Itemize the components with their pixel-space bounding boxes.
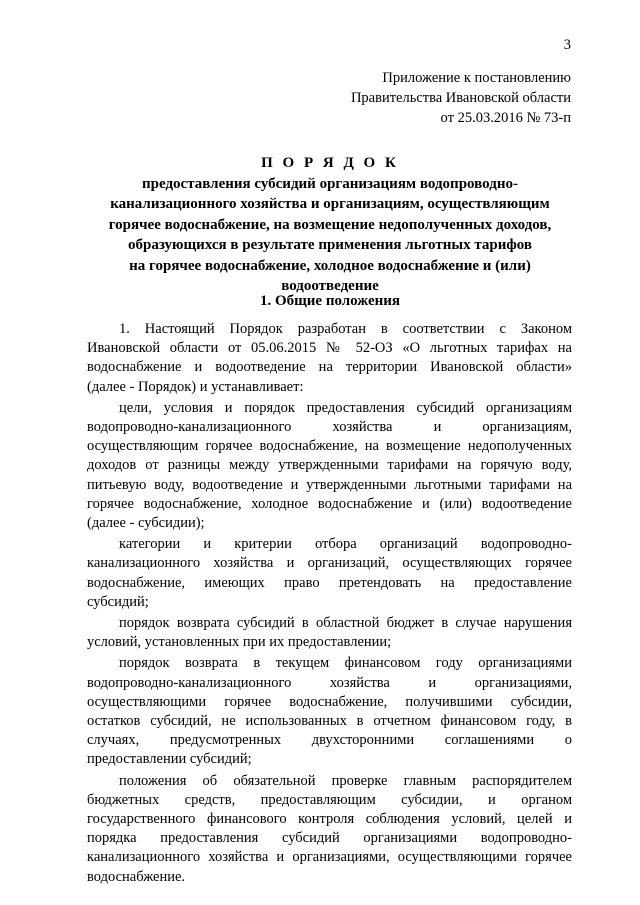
title-line: горячее водоснабжение, на возмещение недополученных доходов, [108,216,552,233]
paragraph [87,654,572,769]
title-line: канализационного хозяйства и организациям, осуществляющим [110,196,550,212]
title-line: на горячее водоснабжение, холодное водоснабжение и (или) [129,257,531,274]
paragraph-line: условий, установленных при их предоставлении; [87,634,392,651]
title-line: предоставления субсидий организациям водопроводно- [142,175,518,192]
title-line: водоотведение [281,278,379,294]
appendix-line: от 25.03.2016 № 73-п [440,110,571,126]
paragraph-line: водопроводно-канализационного хозяйства и организациями, [87,674,572,691]
title-main: П О Р Я Д О К [261,155,399,171]
page-number: 3 [563,37,571,53]
paragraph-line: водоснабжение, имеющих право претендовать на предоставление [87,574,572,591]
paragraph-line: категории и критерии отбора организаций водопроводно- [119,536,572,553]
appendix-line: Правительства Ивановской области [350,90,571,106]
paragraph-line: остатков субсидий, не использованных в отчетном финансовом году, в [87,713,572,730]
paragraph-line: доходов от разницы между утвержденными тарифами на горячую воду, [87,457,572,474]
paragraph-line: 1. Настоящий Порядок разработан в соответствии с Законом [119,321,572,337]
paragraph-line: водоснабжение. [87,868,186,885]
paragraph [87,772,572,887]
paragraph [87,535,572,612]
paragraph-line: (далее - субсидии); [87,515,205,532]
paragraph-line: осуществляющими горячее водоснабжение, получившими субсидии, [87,693,572,710]
paragraph [87,399,572,533]
paragraph-line: порядок возврата субсидий в областной бюджет в случае нарушения [119,615,572,632]
paragraph-line: предоставлении субсидий; [87,751,252,768]
document-body [87,320,572,889]
paragraph-line: питьевую воду, водоотведение и утвержденными льготными тарифами на [87,476,572,493]
paragraph-line: цели, условия и порядок предоставления субсидий организациям [119,399,572,416]
section-heading: 1. Общие положения [259,293,401,309]
appendix-header [351,68,571,128]
document-title [80,153,580,297]
paragraph-line: бюджетных средств, предоставляющим субсидии, и органом [87,791,572,808]
paragraph-line: осуществляющим горячее водоснабжение, на возмещение недополученных [87,438,572,455]
paragraph-line: водопроводно-канализационного хозяйства и организациям, [87,419,572,436]
paragraph-line: канализационного хозяйства и организаций, осуществляющих горячее [87,555,572,572]
paragraph-line: государственного финансового контроля соблюдения условий, целей и [87,811,572,828]
paragraph-line: случаях, предусмотренных двухсторонними соглашениями о [87,732,572,749]
paragraph-line: порядка предоставления субсидий организациями водопроводно- [87,830,572,847]
paragraph-line: субсидий; [87,593,149,610]
paragraph-line: канализационного хозяйства и организациями, осуществляющими горячее [87,849,572,866]
paragraph-line: водоснабжение и водоотведение на территории Ивановской области» [87,359,572,376]
paragraph-line: Ивановской области от 05.06.2015 № 52-ОЗ «О льготных тарифах на [87,340,572,357]
appendix-line: Приложение к постановлению [382,70,571,86]
paragraph-line: положения об обязательной проверке главным распорядителем [119,772,572,789]
title-line: образующихся в результате применения льготных тарифов [128,237,532,253]
paragraph [87,614,572,652]
paragraph-line: порядок возврата в текущем финансовом году организациями [119,655,572,672]
paragraph [87,320,572,397]
paragraph-line: горячее водоснабжение, холодное водоснабжение и (или) водоотведение [87,495,572,512]
paragraph-line: (далее - Порядок) и устанавливает: [87,378,304,395]
